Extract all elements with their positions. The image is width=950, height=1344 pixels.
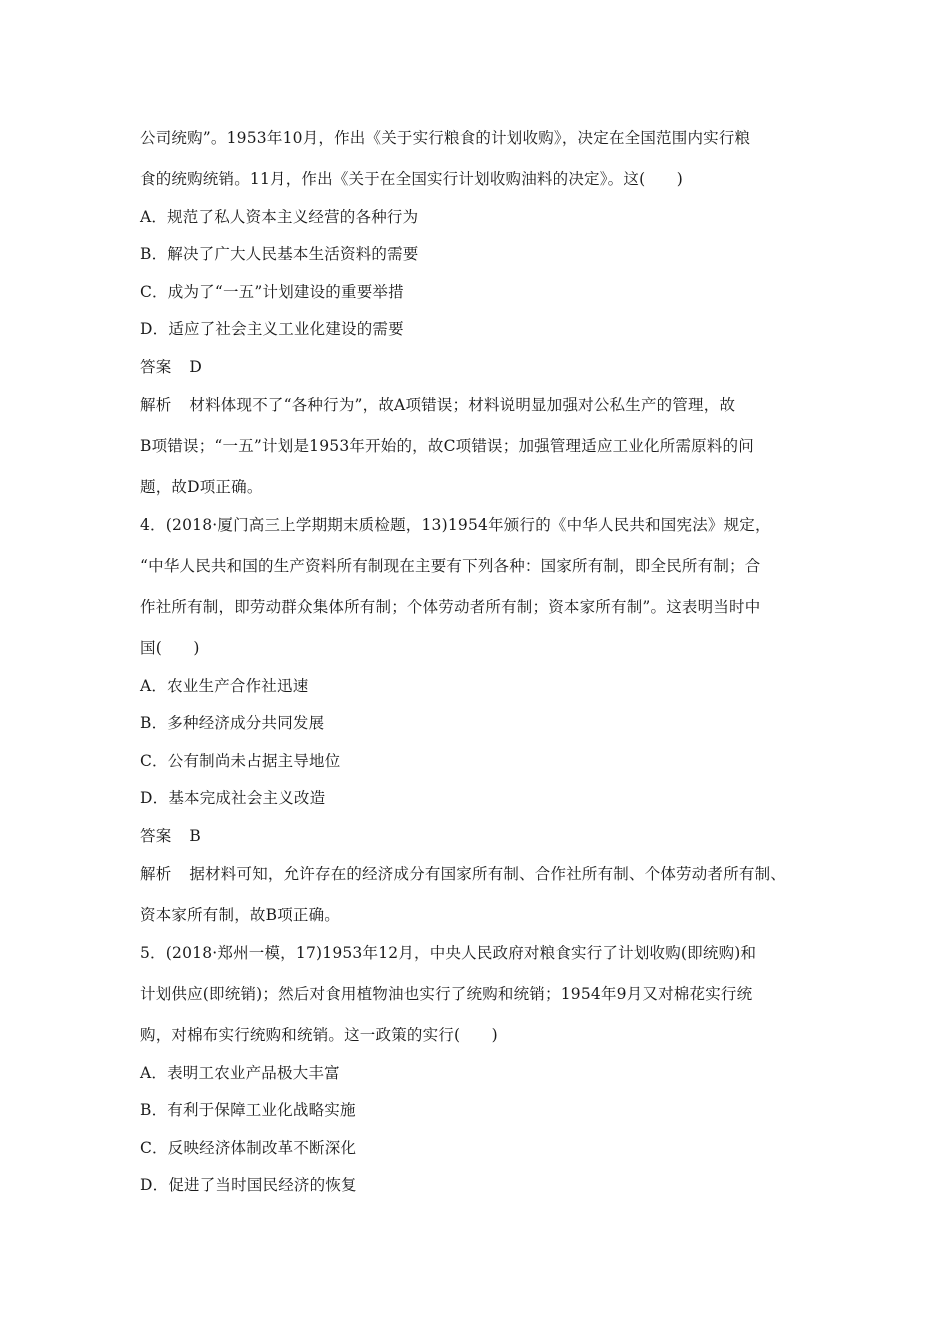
q3-analysis-line-3: 题，故D项正确。 — [140, 478, 263, 496]
q4-stem-line-3: 作社所有制，即劳动群众集体所有制；个体劳动者所有制；资本家所有制”。这表明当时中 — [140, 598, 761, 616]
q4-answer-label: 答案 — [140, 827, 172, 845]
q4-option-b: B．多种经济成分共同发展 — [140, 714, 325, 732]
q4-option-c: C．公有制尚未占据主导地位 — [140, 752, 341, 770]
q4-stem-line-2: “中华人民共和国的生产资料所有制现在主要有下列各种：国家所有制，即全民所有制；合 — [140, 557, 761, 575]
q4-stem-line-4: 国( ) — [140, 639, 200, 657]
q3-analysis-label: 解析 — [140, 396, 172, 414]
q5-option-a: A．表明工农业产品极大丰富 — [140, 1064, 340, 1082]
q5-option-c: C．反映经济体制改革不断深化 — [140, 1139, 357, 1157]
q3-analysis-line-2: B项错误；“一五”计划是1953年开始的，故C项错误；加强管理适应工业化所需原料的问 — [140, 437, 754, 455]
q3-option-d: D．适应了社会主义工业化建设的需要 — [140, 320, 404, 338]
q3-option-b: B．解决了广大人民基本生活资料的需要 — [140, 245, 419, 263]
q3-answer-label: 答案 — [140, 358, 172, 376]
q5-option-b: B．有利于保障工业化战略实施 — [140, 1101, 356, 1119]
q5-stem-line-2: 计划供应(即统销)；然后对食用植物油也实行了统购和统销；1954年9月又对棉花实行统 — [140, 985, 753, 1003]
q3-answer — [140, 356, 820, 378]
q4-analysis-label: 解析 — [140, 865, 172, 883]
q4-analysis-line-1 — [140, 863, 820, 885]
q5-stem-line-3: 购，对棉布实行统购和统销。这一政策的实行( ) — [140, 1026, 498, 1044]
q3-stem-line-2: 食的统购统销。11月，作出《关于在全国实行计划收购油料的决定》。这( ) — [140, 170, 683, 188]
q3-analysis-text-1: 材料体现不了“各种行为”，故A项错误；材料说明显加强对公私生产的管理，故 — [189, 396, 736, 414]
q4-answer-value: B — [189, 827, 201, 845]
q3-option-c: C．成为了“一五”计划建设的重要举措 — [140, 283, 404, 301]
q4-option-a: A．农业生产合作社迅速 — [140, 677, 309, 695]
q3-analysis-line-1 — [140, 394, 820, 416]
q3-answer-value: D — [189, 358, 203, 376]
q4-answer — [140, 825, 820, 847]
q4-option-d: D．基本完成社会主义改造 — [140, 789, 326, 807]
q4-analysis-line-2: 资本家所有制，故B项正确。 — [140, 906, 340, 924]
q3-stem-line-1: 公司统购”。1953年10月，作出《关于实行粮食的计划收购》，决定在全国范围内实行粮 — [140, 129, 751, 147]
q4-stem-line-1: 4．(2018·厦门高三上学期期末质检题，13)1954年颁行的《中华人民共和国宪法》规定， — [140, 516, 771, 534]
q3-option-a: A．规范了私人资本主义经营的各种行为 — [140, 208, 419, 226]
q4-analysis-text-1: 据材料可知，允许存在的经济成分有国家所有制、合作社所有制、个体劳动者所有制、 — [189, 865, 787, 883]
q5-option-d: D．促进了当时国民经济的恢复 — [140, 1176, 357, 1194]
q5-stem-line-1: 5．(2018·郑州一模，17)1953年12月，中央人民政府对粮食实行了计划收购(即统购)和 — [140, 944, 757, 962]
